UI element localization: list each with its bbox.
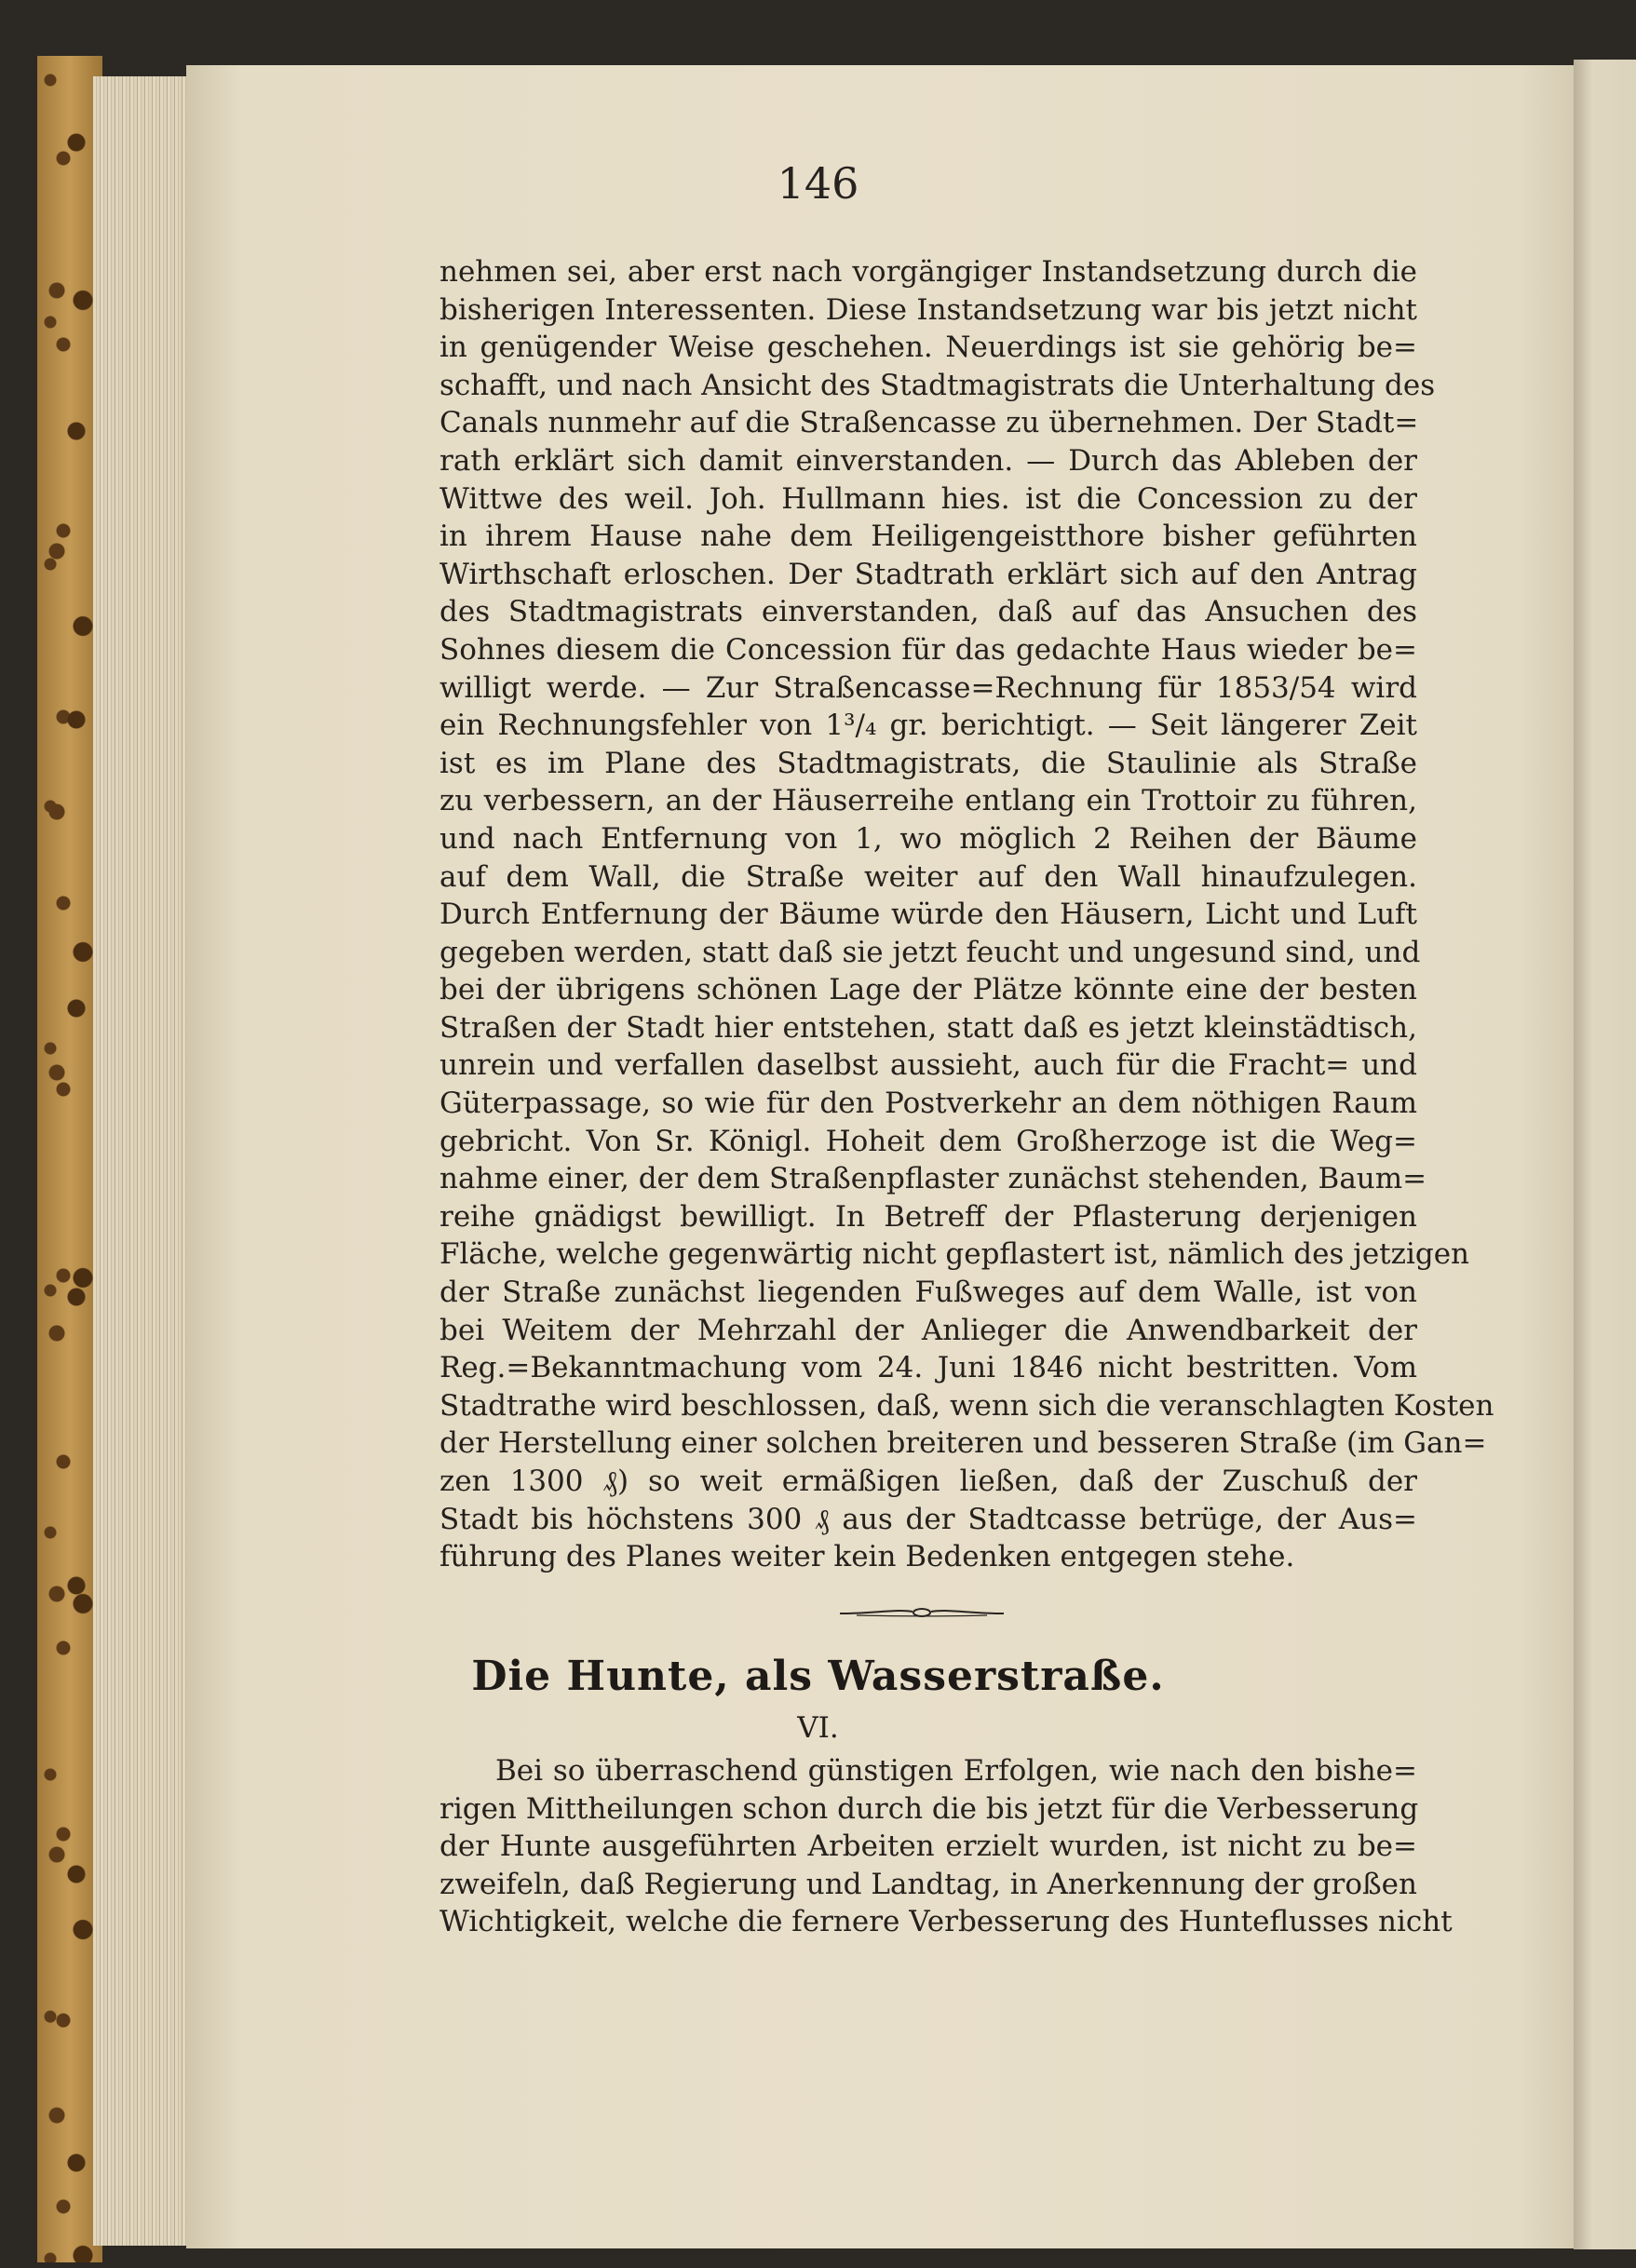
text-line: Stadt bis höchstens 300 ₰ aus der Stadtcasse betrüge, der Aus= <box>439 1502 1417 1536</box>
text-line: in genügender Weise geschehen. Neuerdings ist sie gehörig be= <box>439 331 1417 365</box>
section-heading: Die Hunte, als Wasserstraße. <box>471 1653 1165 1700</box>
text-line: Sohnes diesem die Concession für das gedachte Haus wieder be= <box>439 632 1417 667</box>
text-line: rigen Mittheilungen schon durch die bis jetzt für die Verbesserung <box>439 1791 1419 1826</box>
text-line: zen 1300 ₰) so weit ermäßigen ließen, daß der Zuschuß der <box>439 1465 1417 1498</box>
text-line: Bei so überraschend günstigen Erfolgen, wie nach den bishe= <box>495 1754 1417 1788</box>
text-line: willigt werde. — Zur Straßencasse=Rechnung für 1853/54 wird <box>439 670 1417 705</box>
text-line: der Herstellung einer solchen breiteren und besseren Straße (im Gan= <box>439 1426 1487 1461</box>
text-line: gebricht. Von Sr. Königl. Hoheit dem Großherzoge ist die Weg= <box>439 1124 1417 1158</box>
section-numeral: VI. <box>797 1711 839 1745</box>
text-line: Wirthschaft erloschen. Der Stadtrath erklärt sich auf den Antrag <box>439 557 1417 591</box>
text-line: und nach Entfernung von 1, wo möglich 2 Reihen der Bäume <box>439 821 1417 856</box>
text-line: führung des Planes weiter kein Bedenken entgegen stehe. <box>439 1540 1295 1574</box>
facing-page-edge <box>1574 60 1636 2249</box>
text-line: Wittwe des weil. Joh. Hullmann hies. ist die Concession zu der <box>439 481 1417 516</box>
text-line: Fläche, welche gegenwärtig nicht gepflastert ist, nämlich des jetzigen <box>439 1237 1470 1272</box>
text-line: Güterpassage, so wie für den Postverkehr an dem nöthigen Raum <box>439 1087 1417 1121</box>
page-number: 146 <box>777 158 859 209</box>
text-line: Wichtigkeit, welche die fernere Verbesserung des Hunteflusses nicht <box>439 1905 1453 1939</box>
body-text-bottom <box>439 1752 1453 1941</box>
text-line: bisherigen Interessenten. Diese Instandsetzung war bis jetzt nicht <box>439 292 1417 327</box>
text-line: schafft, und nach Ansicht des Stadtmagistrats die Unterhaltung des <box>439 368 1436 402</box>
text-line: der Straße zunächst liegenden Fußweges auf dem Walle, ist von <box>439 1276 1417 1310</box>
ornamental-rule <box>838 1606 1006 1621</box>
text-line: rath erklärt sich damit einverstanden. — Durch das Ableben der <box>439 443 1417 478</box>
text-line: Straßen der Stadt hier entstehen, statt daß es jetzt kleinstädtisch, <box>439 1010 1417 1045</box>
text-line: Durch Entfernung der Bäume würde den Häusern, Licht und Luft <box>439 898 1417 932</box>
body-text-top <box>439 253 1494 1576</box>
text-line: bei der übrigens schönen Lage der Plätze könnte eine der besten <box>439 973 1417 1007</box>
text-line: ist es im Plane des Stadtmagistrats, die Staulinie als Straße <box>439 746 1417 780</box>
text-line: gegeben werden, statt daß sie jetzt feucht und ungesund sind, und <box>439 935 1421 969</box>
text-line: Reg.=Bekanntmachung vom 24. Juni 1846 nicht bestritten. Vom <box>439 1351 1417 1385</box>
text-line: unrein und verfallen daselbst aussieht, auch für die Fracht= und <box>439 1048 1417 1083</box>
text-line: Canals nunmehr auf die Straßencasse zu übernehmen. Der Stadt= <box>439 406 1419 440</box>
text-line: reihe gnädigst bewilligt. In Betreff der Pflasterung derjenigen <box>439 1199 1417 1234</box>
text-line: zweifeln, daß Regierung und Landtag, in Anerkennung der großen <box>439 1867 1417 1901</box>
text-line: nehmen sei, aber erst nach vorgängiger Instandsetzung durch die <box>439 255 1417 289</box>
text-line: Stadtrathe wird beschlossen, daß, wenn sich die veranschlagten Kosten <box>439 1388 1494 1423</box>
text-line: in ihrem Hause nahe dem Heiligengeistthore bisher geführten <box>439 520 1417 554</box>
page-edges <box>93 76 196 2246</box>
text-line: der Hunte ausgeführten Arbeiten erzielt wurden, ist nicht zu be= <box>439 1829 1417 1864</box>
text-line: auf dem Wall, die Straße weiter auf den Wall hinaufzulegen. <box>439 859 1417 894</box>
text-line: bei Weitem der Mehrzahl der Anlieger die Anwendbarkeit der <box>439 1313 1417 1347</box>
text-line: nahme einer, der dem Straßenpflaster zunächst stehenden, Baum= <box>439 1162 1427 1196</box>
text-line: ein Rechnungsfehler von 1³/₄ gr. berichtigt. — Seit längerer Zeit <box>439 709 1417 743</box>
text-line: des Stadtmagistrats einverstanden, daß auf das Ansuchen des <box>439 595 1417 629</box>
text-line: zu verbessern, an der Häuserreihe entlang ein Trottoir zu führen, <box>439 784 1417 818</box>
